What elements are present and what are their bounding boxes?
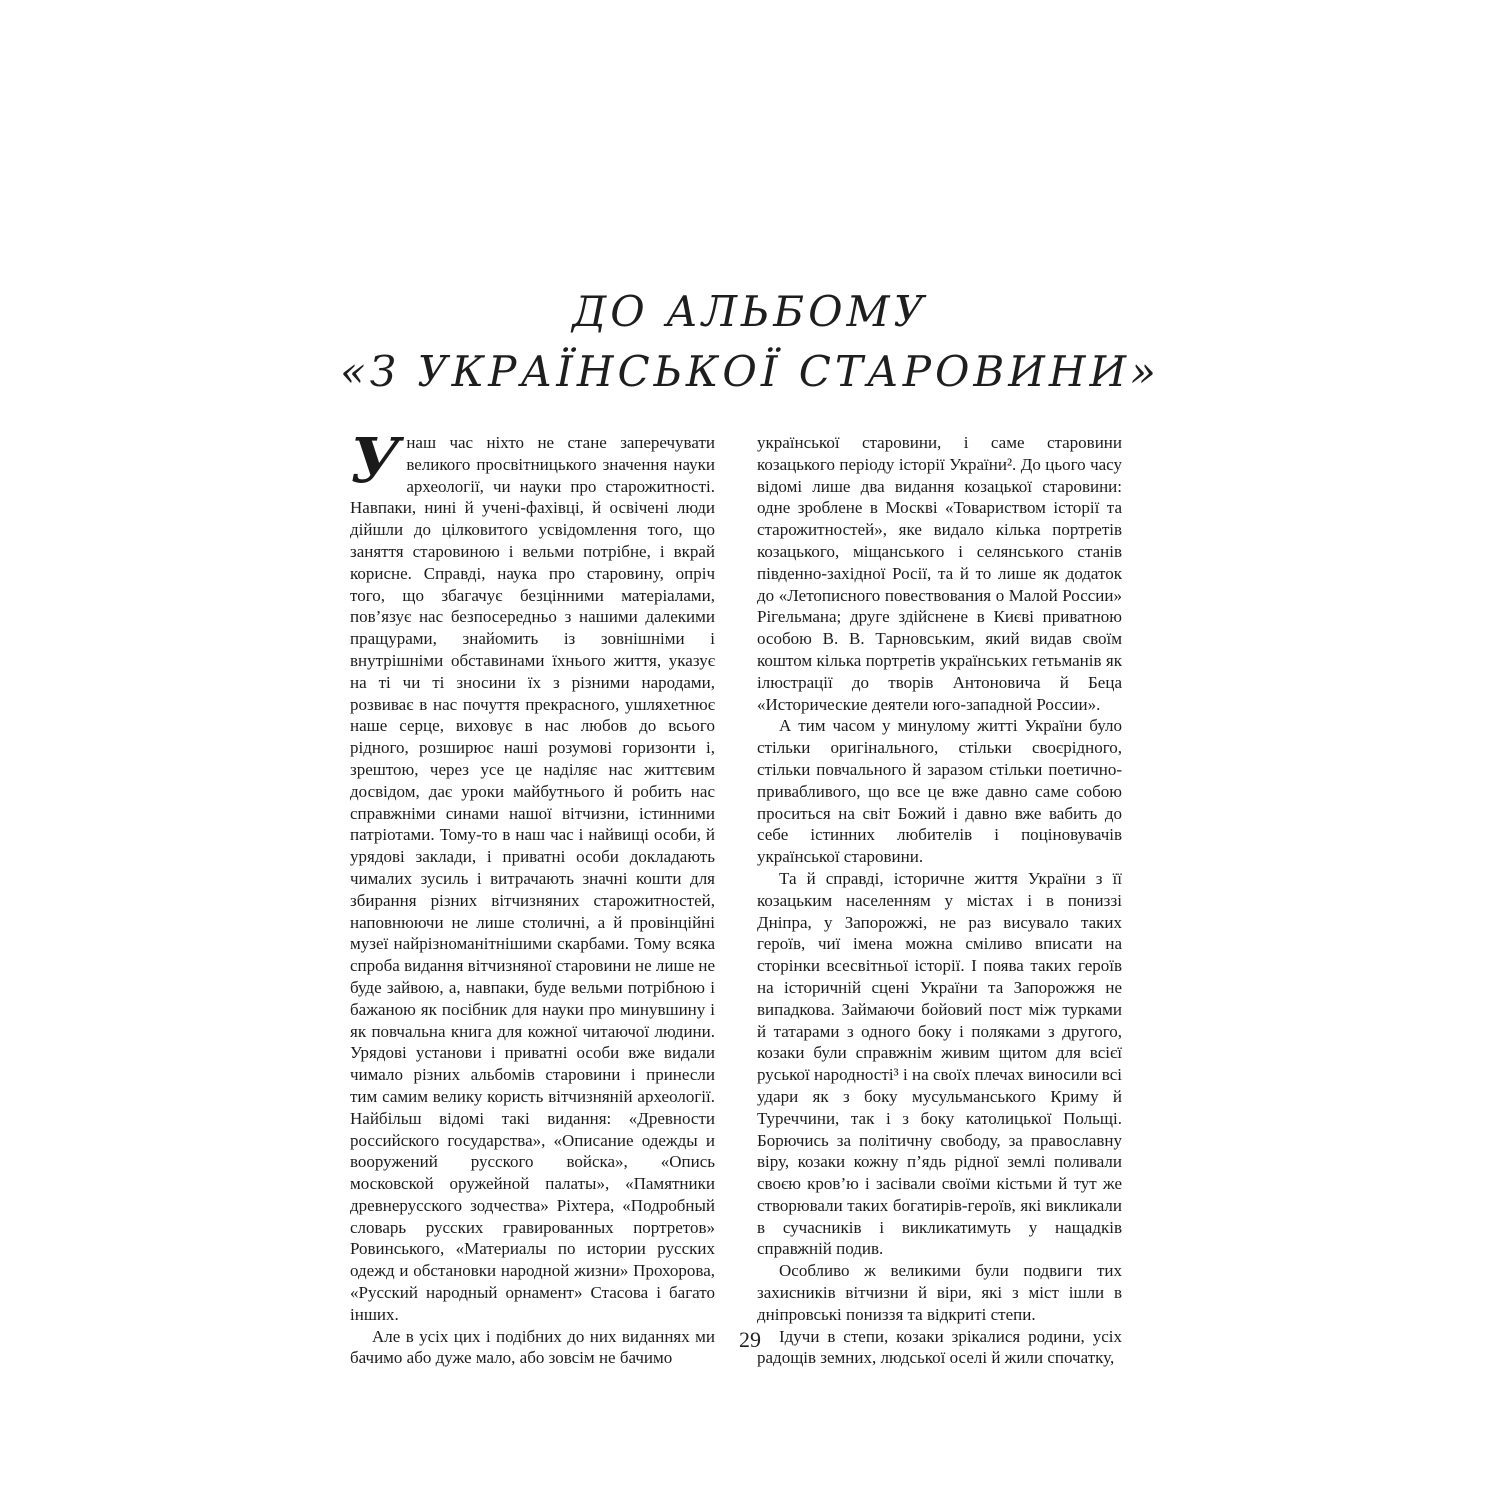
paragraph: Та й справді, історичне життя України з її козацьким населенням у містах і в пониззі Дніпра, у Запорожжі, не раз висувало таких героїв, чиї імена можна сміливо вписати на сторінки всесвітньої історії. І поява таких героїв на історичній сцені України та Запорожжя не випадкова. Займаючи бойовий пост між турками й татарами з одного боку і поляками з другого, козаки були справжнім живим щитом для всієї руської народності³ і на своїх плечах виносили всі удари як з боку мусульманського Криму й Туреччини, так і з боку католицької Польщі. Борючись за політичну свободу, за православну віру, козаки кожну п’ядь рідної землі поливали своєю кров’ю і засівали своїми кістьми й тут же створювали таких богатирів-героїв, які викликали в сучасників і викликатимуть у нащадків справжній подив. bbox=[757, 868, 1122, 1259]
drop-cap: У bbox=[350, 424, 401, 497]
title-line-1: ДО АЛЬБОМУ bbox=[572, 287, 928, 336]
page-title bbox=[0, 282, 1500, 402]
paragraph: української старовини, і саме старовини козацького періоду історії України². До цього часу відомі лише два видання козацької старовини: одне зроблене в Москві «Товариством історії та старожитностей», яке видало кілька портретів козацького, міщанського і селянського станів південно-західної Росії, та й то лише як додаток до «Летописного повествования о Малой России» Рігельмана; друге здійснене в Києві приватною особою В. В. Тарновським, який видав своїм коштом кілька портретів українських гетьманів як ілюстрації до творів Антоновича й Беца «Исторические деятели юго-западной России». bbox=[757, 433, 1122, 714]
paragraph: Але в усіх цих і подібних до них виданнях ми бачимо або дуже мало, або зовсім не бачимо bbox=[350, 1326, 715, 1368]
paragraph: А тим часом у минулому житті України було стільки оригінального, стільки своєрідного, стільки повчального й заразом стільки поетично-привабливого, що все це вже давно саме собою проситься на світ Божий і давно вже вабить до себе істинних любителів і поціновувачів української старовини. bbox=[757, 716, 1122, 867]
paragraph bbox=[350, 424, 716, 1326]
paragraph: Особливо ж великими були подвиги тих захисників вітчизни й віри, які з міст ішли в дніпровські пониззя та відкриті степи. bbox=[757, 1261, 1122, 1324]
right-column bbox=[757, 432, 1122, 1369]
paragraph: Ідучи в степи, козаки зрікалися родини, усіх радощів земних, людської оселі й жили спочатку, bbox=[757, 1326, 1122, 1368]
title-line-2: «З УКРАЇНСЬКОЇ СТАРОВИНИ» bbox=[340, 347, 1160, 396]
page-number: 29 bbox=[739, 1327, 761, 1352]
paragraph-text: наш час ніхто не стане заперечувати великого просвітницького значення науки археології, чи науки про старожитності. Навпаки, нині й учені-фахівці, й освічені люди дійшли до цілковитого усвідомлення того, що заняття старовиною і вельми потрібне, і вкрай корисне. Справді, наука про старовину, опріч того, що збагачує безцінними матеріалами, пов’язує нас безпосередньо з нашими далекими пращурами, знайомить із зовнішніми і внутрішніми обставинами їхнього життя, указує на ті чи ті зносини їх з різними народами, розвиває в нас почуття прекрасного, ушляхетнює наше серце, виховує в нас любов до всього рідного, розширює наші розумові горизонти і, зрештою, через усе це наділяє нас життєвим досвідом, дає уроки майбутнього й робить нас справжніми синами нашої вітчизни, істинними патріотами. Тому-то в наш час і найвищі особи, й урядові заклади, і приватні особи докладають чималих зусиль і витрачають значні кошти для збирання різних вітчизняних старожитностей, наповнюючи не лише столичні, а й провінційні музеї найрізноманітнішими скарбами. Тому всяка спроба видання вітчизняної старовини не лише не буде зайвою, а, навпаки, буде вельми потрібною і бажаною як посібник для науки про минувшину і як повчальна книга для кожної читаючої людини. Урядові установи і приватні особи вже видали чимало різних альбомів старовини і принесли тим самим велику користь вітчизняній археології. Найбільш відомі такі видання: «Древности российского государства», «Описание одежды и вооружений русского войска», «Опись московской оружейной палаты», «Памятники древнерусского зодчества» Ріхтера, «Подробный словарь русских гравированных портретов» Ровинського, «Материалы по истории русских одежд и обстановки народной жизни» Прохорова, «Русский народный орнамент» Стасова і багато інших. bbox=[350, 433, 716, 1324]
left-column bbox=[350, 424, 716, 1369]
